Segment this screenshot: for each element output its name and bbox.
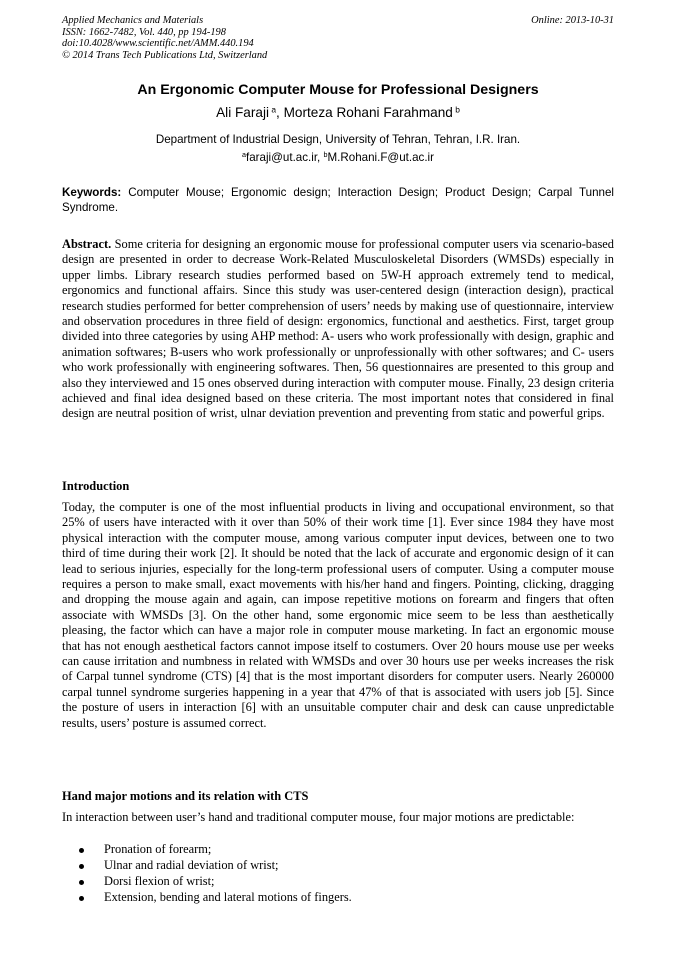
motion-list <box>62 842 614 906</box>
abstract-label: Abstract. <box>62 237 112 251</box>
author-list <box>62 105 614 120</box>
author-superscript: b <box>455 104 460 115</box>
email-superscript: b <box>323 150 328 160</box>
introduction-heading: Introduction <box>62 479 130 493</box>
keywords-block <box>62 186 614 215</box>
list-item <box>62 842 614 858</box>
list-item-text: Ulnar and radial deviation of wrist; <box>104 857 279 872</box>
email-address: faraji@ut.ac.ir, <box>246 151 324 164</box>
journal-issn: ISSN: 1662-7482, Vol. 440, pp 194-198 <box>62 26 226 38</box>
author-superscript: a <box>271 104 277 115</box>
email-superscript: a <box>242 150 246 160</box>
hand-motions-heading: Hand major motions and its relation with CTS <box>62 789 309 803</box>
email-address: M.Rohani.F@ut.ac.ir <box>327 151 434 164</box>
list-item <box>62 874 614 890</box>
author-name: Ali Faraji <box>216 105 269 120</box>
author-separator: , <box>276 105 284 120</box>
online-date: Online: 2013-10-31 <box>531 15 614 26</box>
abstract-text: Some criteria for designing an ergonomic mouse for professional computer users via scenario-based design are presented in order to decrease Work-Related Musculoskeletal Disorders (WMSDs) especially in upper limbs. Library research studies performed based on 5W-H approach extremely tend to medical, ergonomics and functional affairs. Since this study was user-centered design (interaction design), practical research studies performed for better comprehension of users’ needs by making use of questionnaire, interview and observation procedures in three field of design: ergonomics, functional and aesthetics. First, target group divided into three categories by using AHP method: A- users who work professionally with design, graphic and animation softwares; B-users who work professionally or unprofessionally with other softwares; and C- users who work professionally with engineering softwares. Then, 56 questionnaires are presented to this group and also they interviewed and 15 ones observed during interaction with computer mouse. Finally, 23 design criteria achieved and final idea designed based on these criteria. The most important notes that considered in final design are neutral position of wrist, ulnar deviation prevention and preventing from static and powerful grips. <box>62 237 614 421</box>
abstract-block <box>62 237 614 422</box>
bullet-icon <box>79 848 84 853</box>
journal-name: Applied Mechanics and Materials <box>62 15 204 26</box>
affiliation: Department of Industrial Design, University of Tehran, Tehran, I.R. Iran. <box>155 133 521 146</box>
hand-motions-paragraph: In interaction between user’s hand and traditional computer mouse, four major motions are predictable: <box>62 810 575 824</box>
paper-title: An Ergonomic Computer Mouse for Professional Designers <box>137 82 539 98</box>
bullet-icon <box>79 864 84 869</box>
keywords-label: Keywords: <box>62 186 122 199</box>
bullet-icon <box>79 896 84 901</box>
bullet-icon <box>79 880 84 885</box>
journal-header <box>62 15 614 61</box>
list-item <box>62 858 614 874</box>
list-item-text: Dorsi flexion of wrist; <box>104 873 215 888</box>
author-emails <box>62 151 614 164</box>
list-item-text: Pronation of forearm; <box>104 842 212 856</box>
list-item-text: Extension, bending and lateral motions of fingers. <box>104 889 352 904</box>
list-item <box>62 890 614 906</box>
journal-doi: doi:10.4028/www.scientific.net/AMM.440.194 <box>62 38 254 50</box>
introduction-paragraph: Today, the computer is one of the most influential products in living and occupational environment, so that 25% of users have interacted with it over than 50% of their work time [1]. Ever since 1984 they have most physical interaction with the computer mouse, among various computer input devices, between one to two third of time during their work [2]. It should be noted that the lack of accurate and ergonomic design of it can lead to serious injuries, especially for the long-term professional users of computer. Using a computer mouse requires a person to make small, exact movements with his/her hand and fingers. Pointing, clicking, dragging and dropping the mouse again and again, can impose repetitive motions on forearm and fingers that often associate with WMSDs [3]. On the other hand, some ergonomic mice seem to be less than aesthetically pleasing, the factor which can have a major role in computer mouse marketing. In fact an ergonomic mouse that has not enough aesthetical factors cannot impose itself to costumers. Over 20 hours mouse use per weeks can cause irritation and numbness in related with WMSDs and over 30 hours use per weeks increases the risk of Carpal tunnel syndrome (CTS) [4] that is the most important disorders for computer users. Nearly 260000 carpal tunnel syndrome surgeries happening in a year that 47% of that is associated with users job [5]. Since the posture of users in interaction [6] with an unsuitable computer chair and desk can cause unpredictable results, users’ posture is assumed correct. <box>62 500 614 730</box>
author-name: Morteza Rohani Farahmand <box>283 105 453 120</box>
keywords-text: Computer Mouse; Ergonomic design; Interaction Design; Product Design; Carpal Tunnel Syndrome. <box>62 186 614 214</box>
journal-copyright: © 2014 Trans Tech Publications Ltd, Switzerland <box>62 49 268 61</box>
